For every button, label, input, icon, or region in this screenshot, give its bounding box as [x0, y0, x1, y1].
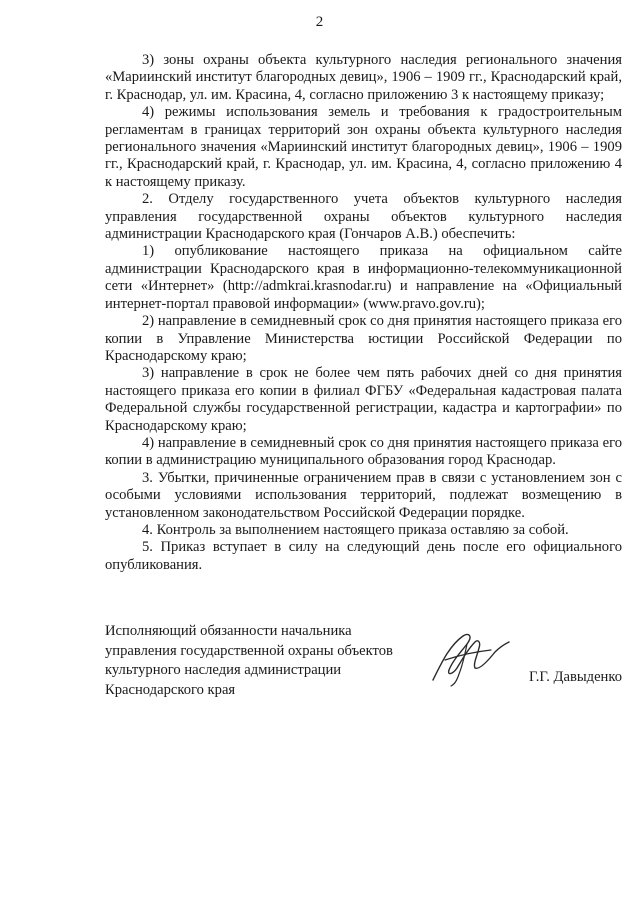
paragraph-zones-protection: 3) зоны охраны объекта культурного наследия регионального значения «Мариинский институт благородных девиц», 1906 – 1909 гг., Краснодарский край, г. Краснодар, ул. им. Красина, 4, согласно приложению 3 к настоящему приказу;: [105, 52, 622, 103]
signer-title-line: культурного наследия администрации: [105, 662, 342, 678]
signer-title-line: Краснодарского края: [105, 681, 236, 698]
page-number: 2: [315, 14, 324, 30]
handwritten-signature: [423, 630, 513, 688]
paragraph-municipal-administration: 4) направление в семидневный срок со дня принятия настоящего приказа его копии в администрацию муниципального образования город Краснодар.: [105, 434, 622, 469]
paragraph-justice-ministry: 2) направление в семидневный срок со дня принятия настоящего приказа его копии в Управление Министерства юстиции Российской Федерации по Краснодарскому краю;: [105, 313, 622, 364]
document-body: [105, 52, 622, 574]
signer-title-line: управления государственной охраны объектов: [105, 642, 393, 659]
signer-title: [105, 622, 425, 700]
signature-block: [105, 622, 622, 702]
paragraph-publication: 1) опубликование настоящего приказа на официальном сайте администрации Краснодарского края в информационно-телекоммуникационной сети «Интернет» (http://admkrai.krasnodar.ru) и направление на «Официальный интернет-портал правовой информации» (www.pravo.gov.ru);: [105, 243, 622, 312]
paragraph-department-assignment: 2. Отделу государственного учета объектов культурного наследия управления государственной охраны объектов культурного наследия администрации Краснодарского края (Гончаров А.В.) обеспечить:: [105, 191, 622, 243]
paragraph-control: 4. Контроль за выполнением настоящего приказа оставляю за собой.: [142, 521, 569, 538]
paragraph-land-use-regimes: 4) режимы использования земель и требования к градостроительным регламентам в границах территорий зон охраны объекта культурного наследия регионального значения «Мариинский институт благородных девиц», 1906 – 1909 гг., Краснодарский край, г. Краснодар, ул. им. Красина, 4, согласно приложению 4 к настоящему приказу.: [105, 104, 622, 190]
paragraph-entry-into-force: 5. Приказ вступает в силу на следующий день после его официального опубликования.: [105, 539, 622, 573]
paragraph-losses-compensation: 3. Убытки, причиненные ограничением прав в связи с установлением зон с особыми условиями использования территорий, подлежат возмещению в установленном законодательством Российской Федерации порядке.: [105, 469, 622, 521]
paragraph-cadastral-chamber: 3) направление в срок не более чем пять рабочих дней со дня принятия настоящего приказа его копии в филиал ФГБУ «Федеральная кадастровая палата Федеральной службы государственной регистрации, кадастра и картографии» по Краснодарскому краю;: [105, 365, 622, 434]
signer-title-line: Исполняющий обязанности начальника: [105, 623, 352, 639]
signer-name: Г.Г. Давыденко: [528, 669, 622, 685]
